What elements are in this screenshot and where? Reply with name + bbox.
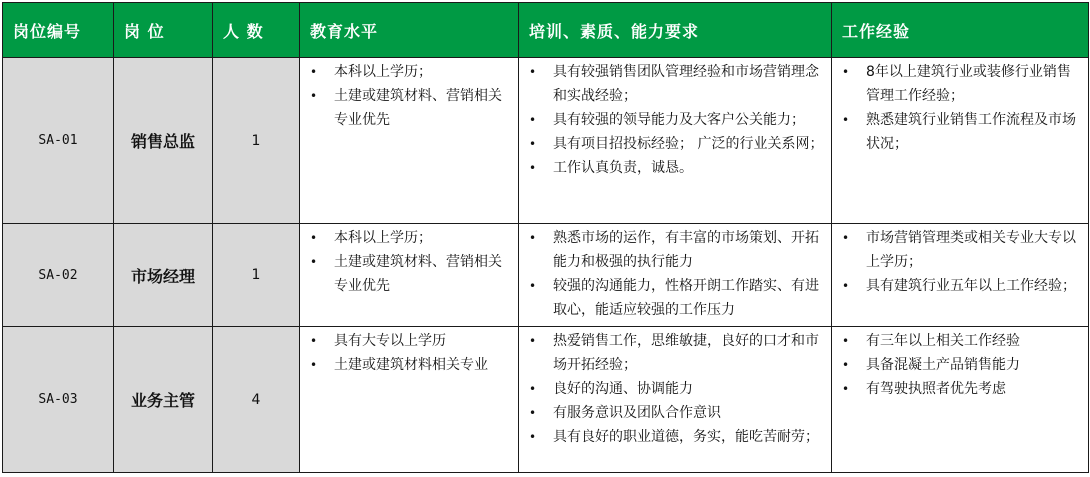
requirements-cell bbox=[519, 327, 832, 473]
list-item-text: 工作认真负责，诚恳。 bbox=[553, 160, 693, 176]
list-item-text: 良好的沟通、协调能力 bbox=[553, 381, 693, 397]
list-item bbox=[523, 156, 825, 180]
list-item-text: 本科以上学历； bbox=[334, 230, 432, 246]
list-item bbox=[523, 132, 825, 156]
bullet-icon: • bbox=[842, 113, 850, 127]
education-list bbox=[304, 226, 512, 298]
list-item-text: 土建或建筑材料、营销相关专业优先 bbox=[334, 88, 502, 128]
list-item bbox=[523, 60, 825, 108]
education-cell bbox=[300, 58, 519, 224]
list-item-text: 熟悉建筑行业销售工作流程及市场状况； bbox=[866, 112, 1076, 152]
header-title: 岗 位 bbox=[114, 3, 213, 58]
list-item-text: 土建或建筑材料相关专业 bbox=[334, 357, 488, 373]
bullet-icon: • bbox=[842, 358, 850, 372]
list-item bbox=[304, 353, 512, 377]
list-item-text: 土建或建筑材料、营销相关专业优先 bbox=[334, 254, 502, 294]
experience-cell bbox=[832, 327, 1089, 473]
list-item bbox=[304, 60, 512, 84]
list-item bbox=[523, 377, 825, 401]
bullet-icon: • bbox=[842, 231, 850, 245]
bullet-icon: • bbox=[529, 231, 537, 245]
experience-list bbox=[836, 60, 1082, 156]
list-item-text: 具备混凝土产品销售能力 bbox=[866, 357, 1020, 373]
headcount-cell: 4 bbox=[213, 327, 300, 473]
list-item-text: 熟悉市场的运作，有丰富的市场策划、开拓能力和极强的执行能力 bbox=[553, 230, 819, 270]
headcount-cell: 1 bbox=[213, 58, 300, 224]
requirements-cell bbox=[519, 224, 832, 327]
list-item bbox=[304, 329, 512, 353]
requirements-list bbox=[523, 226, 825, 322]
bullet-icon: • bbox=[842, 279, 850, 293]
list-item-text: 具有大专以上学历 bbox=[334, 333, 446, 349]
bullet-icon: • bbox=[529, 137, 537, 151]
bullet-icon: • bbox=[529, 161, 537, 175]
headcount-cell: 1 bbox=[213, 224, 300, 327]
position-code-cell: SA-02 bbox=[3, 224, 114, 327]
bullet-icon: • bbox=[310, 255, 318, 269]
list-item bbox=[836, 60, 1082, 108]
list-item bbox=[304, 250, 512, 298]
education-cell bbox=[300, 327, 519, 473]
list-item-text: 有服务意识及团队合作意识 bbox=[553, 405, 721, 421]
bullet-icon: • bbox=[529, 279, 537, 293]
bullet-icon: • bbox=[529, 334, 537, 348]
list-item-text: 8年以上建筑行业或装修行业销售管理工作经验； bbox=[866, 64, 1071, 104]
header-count: 人 数 bbox=[213, 3, 300, 58]
header-education: 教育水平 bbox=[300, 3, 519, 58]
list-item bbox=[836, 274, 1082, 298]
list-item-text: 有驾驶执照者优先考虑 bbox=[866, 381, 1006, 397]
header-row bbox=[3, 3, 1089, 58]
list-item bbox=[523, 329, 825, 377]
header-experience: 工作经验 bbox=[832, 3, 1089, 58]
bullet-icon: • bbox=[529, 113, 537, 127]
position-code-cell: SA-01 bbox=[3, 58, 114, 224]
table-body bbox=[3, 58, 1089, 473]
requirements-list bbox=[523, 60, 825, 180]
bullet-icon: • bbox=[529, 382, 537, 396]
list-item-text: 本科以上学历； bbox=[334, 64, 432, 80]
position-title-cell: 市场经理 bbox=[114, 224, 213, 327]
list-item bbox=[304, 226, 512, 250]
list-item-text: 具有建筑行业五年以上工作经验； bbox=[866, 278, 1076, 294]
bullet-icon: • bbox=[529, 406, 537, 420]
experience-cell bbox=[832, 58, 1089, 224]
bullet-icon: • bbox=[529, 430, 537, 444]
education-cell bbox=[300, 224, 519, 327]
bullet-icon: • bbox=[310, 231, 318, 245]
list-item-text: 具有项目招投标经验； 广泛的行业关系网； bbox=[553, 136, 824, 152]
list-item-text: 有三年以上相关工作经验 bbox=[866, 333, 1020, 349]
list-item bbox=[523, 274, 825, 322]
list-item bbox=[523, 401, 825, 425]
list-item bbox=[836, 377, 1082, 401]
position-title-cell: 销售总监 bbox=[114, 58, 213, 224]
list-item-text: 具有良好的职业道德，务实，能吃苦耐劳； bbox=[553, 429, 819, 445]
list-item bbox=[523, 226, 825, 274]
list-item-text: 具有较强的领导能力及大客户公关能力； bbox=[553, 112, 805, 128]
experience-cell bbox=[832, 224, 1089, 327]
list-item-text: 热爱销售工作，思维敏捷，良好的口才和市场开拓经验； bbox=[553, 333, 819, 373]
header-code: 岗位编号 bbox=[3, 3, 114, 58]
bullet-icon: • bbox=[310, 334, 318, 348]
list-item bbox=[523, 425, 825, 449]
list-item bbox=[836, 353, 1082, 377]
list-item bbox=[523, 108, 825, 132]
requirements-cell bbox=[519, 58, 832, 224]
experience-list bbox=[836, 226, 1082, 298]
table-row bbox=[3, 224, 1089, 327]
education-list bbox=[304, 60, 512, 132]
list-item bbox=[836, 329, 1082, 353]
bullet-icon: • bbox=[310, 89, 318, 103]
list-item bbox=[836, 108, 1082, 156]
bullet-icon: • bbox=[842, 382, 850, 396]
list-item-text: 较强的沟通能力，性格开朗工作踏实、有进取心，能适应较强的工作压力 bbox=[553, 278, 819, 318]
header-requirements: 培训、素质、能力要求 bbox=[519, 3, 832, 58]
list-item bbox=[836, 226, 1082, 274]
experience-list bbox=[836, 329, 1082, 401]
bullet-icon: • bbox=[529, 65, 537, 79]
list-item bbox=[304, 84, 512, 132]
position-title-cell: 业务主管 bbox=[114, 327, 213, 473]
position-code-cell: SA-03 bbox=[3, 327, 114, 473]
table-row bbox=[3, 58, 1089, 224]
list-item-text: 市场营销管理类或相关专业大专以上学历； bbox=[866, 230, 1076, 270]
bullet-icon: • bbox=[842, 334, 850, 348]
requirements-list bbox=[523, 329, 825, 449]
list-item-text: 具有较强销售团队管理经验和市场营销理念和实战经验； bbox=[553, 64, 819, 104]
table-row bbox=[3, 327, 1089, 473]
bullet-icon: • bbox=[842, 65, 850, 79]
bullet-icon: • bbox=[310, 65, 318, 79]
bullet-icon: • bbox=[310, 358, 318, 372]
job-requirements-table bbox=[2, 2, 1089, 473]
education-list bbox=[304, 329, 512, 377]
